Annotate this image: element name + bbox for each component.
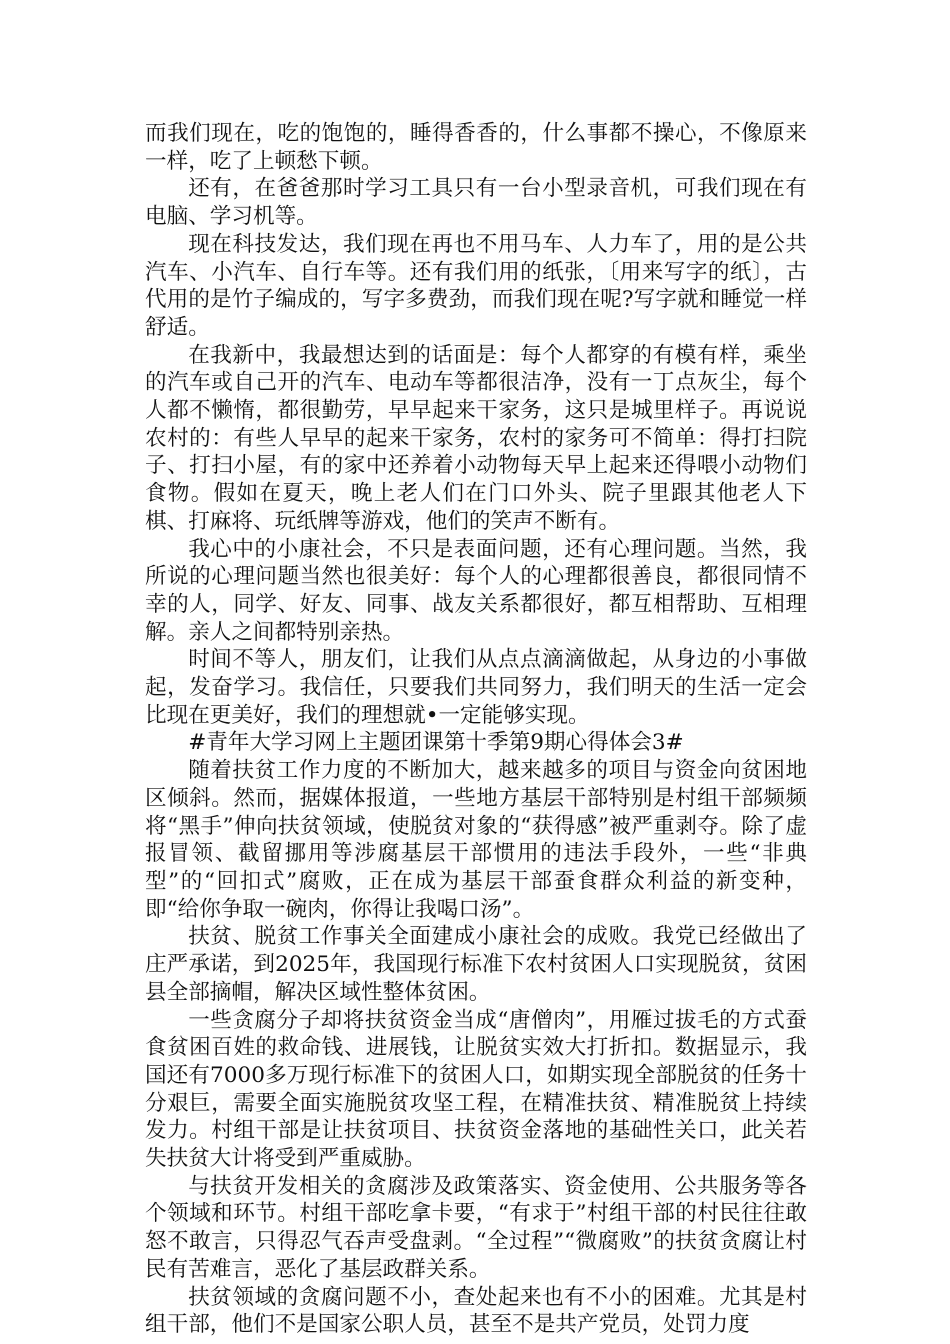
paragraph: 而我们现在，吃的饱饱的，睡得香香的，什么事都不操心，不像原来一样，吃了上顿愁下顿。 bbox=[145, 121, 807, 174]
paragraph: 与扶贫开发相关的贪腐涉及政策落实、资金使用、公共服务等各个领域和环节。村组干部吃拿卡要，“有求于”村组干部的村民往往敢怒不敢言，只得忍气吞声受盘剥。“全过程”“微腐败”的扶贫贪腐让村民有苦难言，恶化了基层政群关系。 bbox=[145, 1173, 807, 1282]
paragraph: 一些贪腐分子却将扶贫资金当成“唐僧肉”，用雁过拔毛的方式蚕食贫困百姓的救命钱、进展钱，让脱贫实效大打折扣。数据显示，我国还有7000多万现行标准下的贫困人口，如期实现全部脱贫的任务十分艰巨，需要全面实施脱贫攻坚工程，在精准扶贫、精准脱贫上持续发力。村组干部是让扶贫项目、扶贫资金落地的基础性关口，此关若失扶贫大计将受到严重威胁。 bbox=[145, 1007, 807, 1172]
paragraph: 扶贫领域的贪腐问题不小，查处起来也有不小的困难。尤其是村组干部，他们不是国家公职人员，甚至不是共产党员，处罚力度 bbox=[145, 1284, 807, 1338]
paragraph: 扶贫、脱贫工作事关全面建成小康社会的成败。我党已经做出了庄严承诺，到2025年，我国现行标准下农村贫困人口实现脱贫，贫困县全部摘帽，解决区域性整体贫困。 bbox=[145, 924, 807, 1005]
paragraph: 现在科技发达，我们现在再也不用马车、人力车了，用的是公共汽车、小汽车、自行车等。还有我们用的纸张，〔用来写字的纸〕，古代用的是竹子编成的，写字多费劲，而我们现在呢?写字就和睡觉一样舒适。 bbox=[145, 231, 807, 340]
paragraph: 随着扶贫工作力度的不断加大，越来越多的项目与资金向贫困地区倾斜。然而，据媒体报道，一些地方基层干部特别是村组干部频频将“黑手”伸向扶贫领域，使脱贫对象的“获得感”被严重剥夺。除了虚报冒领、截留挪用等涉腐基层干部惯用的违法手段外，一些“非典型”的“回扣式”腐败，正在成为基层干部蚕食群众利益的新变种，即“给你争取一碗肉，你得让我喝口汤”。 bbox=[145, 758, 807, 922]
paragraph: 在我新中，我最想达到的话面是：每个人都穿的有模有样，乘坐的汽车或自己开的汽车、电动车等都很洁净，没有一丁点灰尘，每个人都不懒惰，都很勤劳，早早起来干家务，这只是城里样子。再说说农村的：有些人早早的起来干家务，农村的家务可不简单：得打扫院子、打扫小屋，有的家中还养着小动物每天早上起来还得喂小动物们食物。假如在夏天，晚上老人们在门口外头、院子里跟其他老人下棋、打麻将、玩纸牌等游戏，他们的笑声不断有。 bbox=[145, 342, 807, 534]
document-body bbox=[145, 120, 807, 1339]
section-heading: #青年大学习网上主题团课第十季第9期心得体会3# bbox=[188, 730, 684, 756]
paragraph: 我心中的小康社会，不只是表面问题，还有心理问题。当然，我所说的心理问题当然也很美好：每个人的心理都很善良，都很同情不幸的人，同学、好友、同事、战友关系都很好，都互相帮助、互相理解。亲人之间都特别亲热。 bbox=[145, 536, 807, 645]
paragraph: 还有，在爸爸那时学习工具只有一台小型录音机，可我们现在有电脑、学习机等。 bbox=[145, 176, 807, 230]
paragraph: 时间不等人，朋友们，让我们从点点滴滴做起，从身边的小事做起，发奋学习。我信任，只要我们共同努力，我们明天的生活一定会比现在更美好，我们的理想就•一定能够实现。 bbox=[145, 647, 807, 728]
